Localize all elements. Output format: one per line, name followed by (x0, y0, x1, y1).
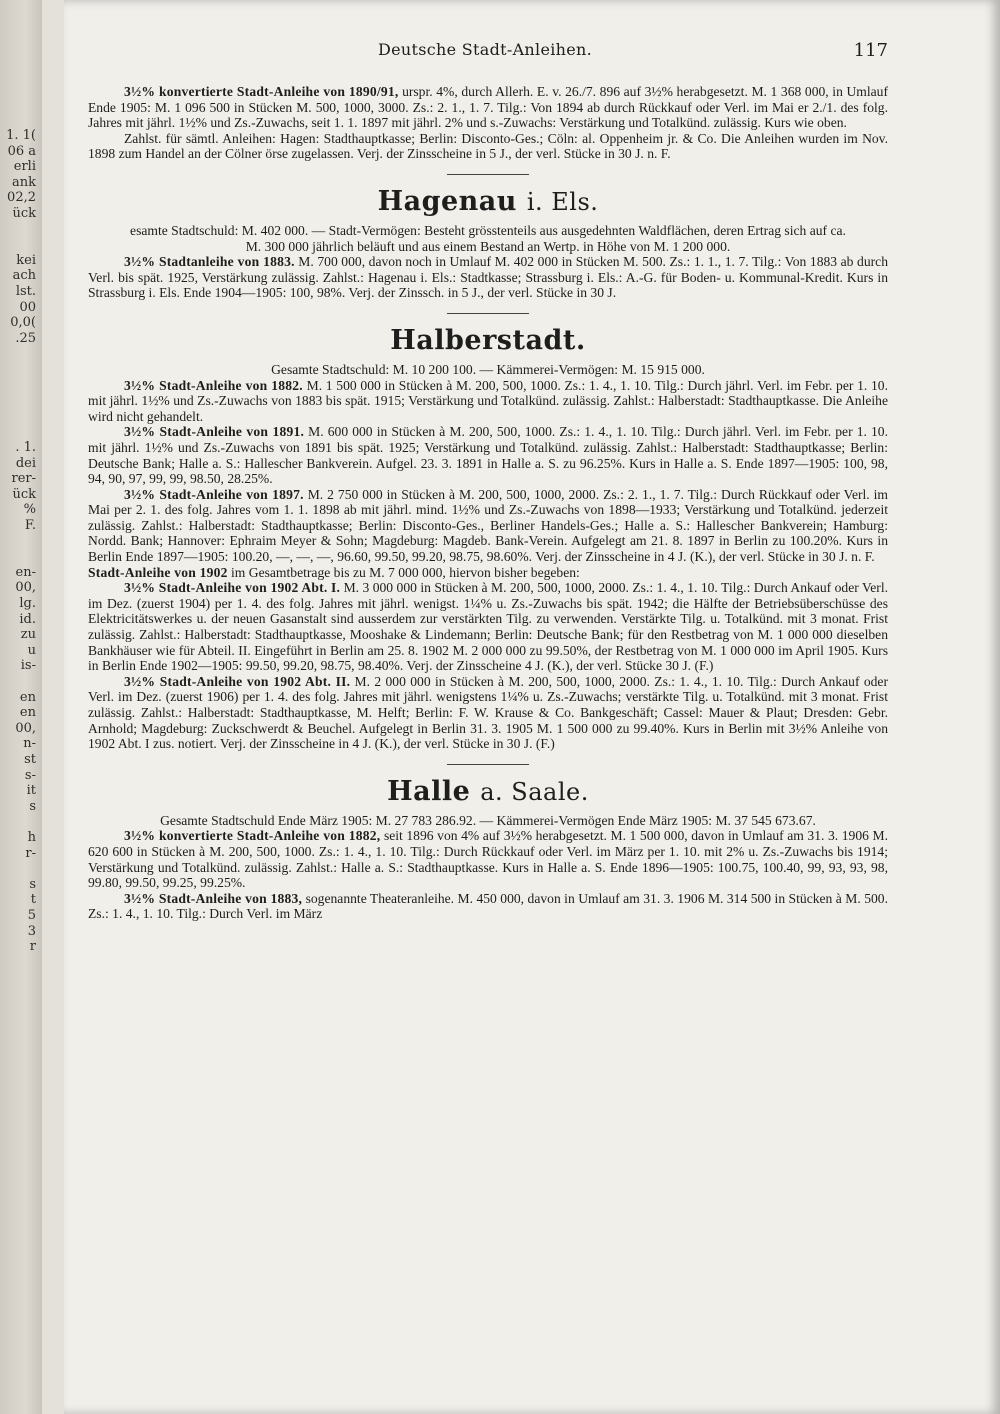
gutter-fragment: 1. 1( (6, 128, 36, 143)
section-title: Halle a. Saale. (387, 775, 589, 807)
gutter-fragment: h (27, 830, 36, 845)
bond-entry: 3½% Stadt-Anleihe von 1891. M. 600 000 in Stücken à M. 200, 500, 1000. Zs.: 1. 4., 1. 10. Tilg.: Durch jährl. Verl. im Febr. per 1. 10. mit jährl. 1½% und Zs.-Zuwachs von 1891 bis spät. 1925; Verstärkung und Totalkünd. zulässig. Zahlst.: Halberstadt: Stadthauptkasse; Berlin: Deutsche Bank; Halle a. S.: Hallescher Bankverein. Aufgel. 23. 3. 1891 in Halle a. S. zu 96.25%. Kurs in Halle a. S. Ende 1897—1905: 100, 98, 94, 90, 97, 99, 99, 98.50, 28.25%. (88, 424, 888, 487)
bond-entry: 3½% Stadt-Anleihe von 1883, sogenannte Theateranleihe. M. 450 000, davon in Umlauf am 31. 3. 1906 M. 314 500 in Stücken à M. 500. Zs.: 1. 4., 1. 10. Tilg.: Durch Verl. im März (88, 890, 888, 922)
page-body (88, 84, 888, 1404)
bond-entry: 3½% konvertierte Stadt-Anleihe von 1882, seit 1896 von 4% auf 3½% herabgesetzt. M. 1 500 000, davon in Umlauf am 31. 3. 1906 M. 620 600 in Stücken à M. 200, 500, 1000. Zs.: 1. 4., 1. 10. Tilg.: Durch Rückkauf oder Verl. im März per 1. 10. mit 2% u. Zs.-Zuwachs bis 1914; Verstärkung und Totalkünd. zulässig. Zahlst.: Halle a. S.: Stadthauptkasse. Kurs in Halle a. S. Ende 1896—1905: 100.75, 100.40, 99, 93, 93, 98, 99.80, 99.50, 99.25, 99.25%. (88, 828, 888, 891)
page-header (88, 40, 888, 64)
gutter-fragment: en- (15, 564, 36, 580)
gutter-fragment: erli (13, 159, 36, 175)
gutter-fragment: r- (25, 845, 36, 861)
section-intro: Gesamte Stadtschuld: M. 10 200 100. — Kämmerei-Vermögen: M. 15 915 000. (271, 361, 705, 377)
gutter-fragment: 5 (27, 908, 36, 923)
gutter-fragment: id. (19, 611, 36, 627)
gutter-fragment: ach (12, 268, 36, 284)
gutter-fragment: 00 (19, 299, 36, 315)
gutter-fragment: zu (20, 627, 36, 643)
gutter-fragment: en (19, 705, 36, 721)
section-divider (447, 764, 529, 765)
gutter-fragment: lg. (19, 596, 36, 611)
bond-entry: 3½% konvertierte Stadt-Anleihe von 1890/91, urspr. 4%, durch Allerh. E. v. 26./7. 896 auf 3½% herabgesetzt. M. 1 368 000, in Umlauf Ende 1905: M. 1 096 500 in Stücken M. 500, 1000, 3000. Zs.: 2. 1., 1. 7. Tilg.: Von 1894 ab durch Rückkauf oder Verl. im Mai er 2./1. des folg. Jahres mit jährl. 1½% und Zs.-Zuwachs, seit 1. 1. 1897 mit jährl. 2% und s.-Zuwachs: Verstärkung und Totalkünd. zulässig. Kurs wie oben. (88, 84, 888, 131)
gutter-fragment: 06 a (7, 143, 36, 159)
gutter-fragment: lst. (15, 284, 36, 299)
section-title: Halberstadt. (390, 324, 586, 356)
gutter-fragment: r (29, 939, 36, 955)
gutter-fragment: ück (12, 206, 36, 221)
section-divider (447, 174, 529, 175)
section-intro: esamte Stadtschuld: M. 402 000. — Stadt-Vermögen: Besteht grösstenteils aus ausgedehnten Waldflächen, deren Ertrag sich auf ca. M. 300 000 jährlich beläuft und aus einem Bestand an Wertp. in Höhe von M. 1 200 000. (130, 222, 846, 254)
bond-entry: 3½% Stadt-Anleihe von 1902 Abt. I. M. 3 000 000 in Stücken à M. 200, 500, 1000, 2000. Zs.: 1. 4., 1. 10. Tilg.: Durch Ankauf oder Verl. im Dez. (zuerst 1904) per 1. 4. des folg. Jahres mit jährl. wenigst. 1¼% u. Zs.-Zuwachs bis spät. 1942; die Hälfte der Betriebsüberschüsse des Elektricitätswerkes u. der neuen Gasanstalt sind ausserdem zur verstärkten Tilg. zu verwenden. Verstärkte Tilg. u. Totalkünd. mit 3 monat. Frist zulässig. Zahlst.: Halberstadt: Stadthauptkasse, Mooshake & Lindemann; Berlin: Deutsche Bank; für den Restbetrag von M. 1 000 000 dieselben Bankhäuser wie für Abteil. II. Eingeführt in Berlin am 25. 8. 1902 M. 2 000 000 zu 99.50%, der Restbetrag von M. 1 000 000 im April 1905. Kurs in Berlin Ende 1902—1905: 99.50, 99.20, 98.75, 98.40%. Verj. der Zinsscheine 4 J. (K.), der verl. Stücke 30 J. (F.) (88, 580, 888, 674)
gutter-fragment: t (30, 892, 36, 908)
gutter-fragment: 00, (15, 720, 36, 736)
gutter-fragment: en (19, 689, 36, 705)
bond-entry: 3½% Stadt-Anleihe von 1902 Abt. II. M. 2 000 000 in Stücken à M. 200, 500, 1000, 2000. Zs.: 1. 4., 1. 10. Tilg.: Durch Ankauf oder Verl. im Dez. (zuerst 1906) per 1. 4. des folg. Jahres mit jährl. wenigstens 1¼% u. Zs.-Zuwachs; verstärkte Tilg. u. Totalkünd. mit 3 monat. Frist zulässig. Zahlst.: Halberstadt: Stadthauptkasse, M. Helft; Berlin: F. W. Krause & Co. Bankgeschäft; Cassel: Mauer & Plaut; Dresden: Gebr. Arnhold; Magdeburg: Zuckschwerdt & Beuchel. Aufgelegt in Berlin 31. 3. 1905 M. 1 500 000 zu 99.40%. Kurs in Berlin mit 3½% Anleihe von 1902 Abt. I zus. notiert. Verj. der Zinsscheine in 4 J. (K.), der verl. Stücke in 30 J. (F.) (88, 673, 888, 752)
gutter-fragment: n- (23, 736, 36, 752)
gutter-fragment: % (23, 502, 36, 518)
document-page (64, 0, 1000, 1414)
gutter-fragment: 0,0( (10, 315, 36, 331)
section-intro: Gesamte Stadtschuld Ende März 1905: M. 27 783 286.92. — Kämmerei-Vermögen Ende März 1905: M. 37 545 673.67. (160, 812, 816, 828)
gutter-fragment: it (26, 783, 36, 799)
gutter-fragment: s (29, 798, 36, 814)
section-continued (88, 84, 888, 162)
gutter-fragment: 02,2 (7, 190, 36, 206)
gutter-fragment: . 1. (15, 440, 36, 455)
bond-program-heading: Stadt-Anleihe von 1902 im Gesamtbetrage bis zu M. 7 000 000, hiervon bisher begeben: (88, 564, 580, 580)
section-halberstadt (88, 324, 888, 752)
bond-entry: 3½% Stadt-Anleihe von 1882. M. 1 500 000 in Stücken à M. 200, 500, 1000. Zs.: 1. 4., 1. 10. Tilg.: Durch jährl. Verl. im Febr. per 1. 10. mit jährl. 1½% und Zs.-Zuwachs von 1883 bis spät. 1915; Verstärkung und Totalkünd. zulässig. Zahlst.: Halberstadt: Stadthauptkasse. Die Anleihe wird nicht gehandelt. (88, 377, 889, 424)
gutter-fragment: rer- (11, 471, 36, 487)
gutter-fragment: ück (12, 486, 36, 502)
section-title: Hagenau i. Els. (377, 185, 599, 217)
gutter-fragment: 00, (15, 580, 36, 596)
previous-page-gutter (0, 0, 42, 1414)
section-divider (447, 313, 529, 314)
paying-agents-paragraph: Zahlst. für sämtl. Anleihen: Hagen: Stadthauptkasse; Berlin: Disconto-Ges.; Cöln: al. Oppenheim jr. & Co. Die Anleihen wurden im Nov. 1898 zum Handel an der Cölner örse zugelassen. Verj. der Zinsscheine in 5 J., der verl. Stücke in 30 J. n. F. (88, 130, 888, 162)
gutter-fragment: s (29, 876, 36, 892)
gutter-fragment: is- (20, 658, 36, 674)
bond-entry: 3½% Stadt-Anleihe von 1897. M. 2 750 000 in Stücken à M. 200, 500, 1000, 2000. Zs.: 2. 1., 1. 7. Tilg.: Durch Rückkauf oder Verl. im Mai per 2. 1. des folg. Jahres vom 1. 1. 1898 ab mit jährl. mind. 1½% und Zs.-Zuwachs von 1898—1933; Verstärkung und Totalkünd. jederzeit zulässig. Zahlst.: Halberstadt: Stadthauptkasse; Berlin: Disconto-Ges., Berliner Handels-Ges.; Halle a. S.: Hallescher Bankverein; Hamburg: Nordd. Bank; Hannover: Ephraim Meyer & Sohn; Magdeburg: Magdeb. Bank-Verein. Aufgelegt am 21. 8. 1897 in Berlin zu 100.20%. Kurs in Berlin Ende 1897—1905: 100.20, —, —, —, 96.60, 99.50, 99.20, 98.75, 98.60%. Verj. der Zinsscheine in 4 J. (K.), der verl. Stücke in 30 J. n. F. (88, 486, 889, 565)
gutter-fragment: s- (24, 767, 36, 783)
section-halle (88, 775, 888, 922)
gutter-fragment: u (27, 642, 36, 658)
gutter-fragment: ank (11, 174, 36, 190)
bond-entry: 3½% Stadtanleihe von 1883. M. 700 000, davon noch in Umlauf M. 402 000 in Stücken M. 500. Zs.: 1. 1., 1. 7. Tilg.: Von 1883 ab durch Verl. bis spät. 1925, Verstärkung zulässig. Zahlst.: Hagenau i. Els.: Stadtkasse; Strassburg i. Els.: A.-G. für Boden- u. Kommunal-Kredit. Kurs in Strassburg i. Els. Ende 1904—1905: 100, 98%. Verj. der Zinssch. in 5 J., der verl. Stücke in 30 J. (88, 254, 888, 301)
gutter-fragment: st (24, 752, 36, 767)
section-hagenau (88, 185, 888, 301)
gutter-fragment: .25 (15, 330, 36, 346)
running-title: Deutsche Stadt-Anleihen. (378, 40, 592, 59)
gutter-fragment: kei (16, 252, 36, 268)
page-number: 117 (853, 40, 888, 61)
gutter-fragment: 3 (27, 923, 36, 939)
gutter-fragment: dei (15, 455, 36, 471)
gutter-fragment: F. (24, 518, 36, 533)
